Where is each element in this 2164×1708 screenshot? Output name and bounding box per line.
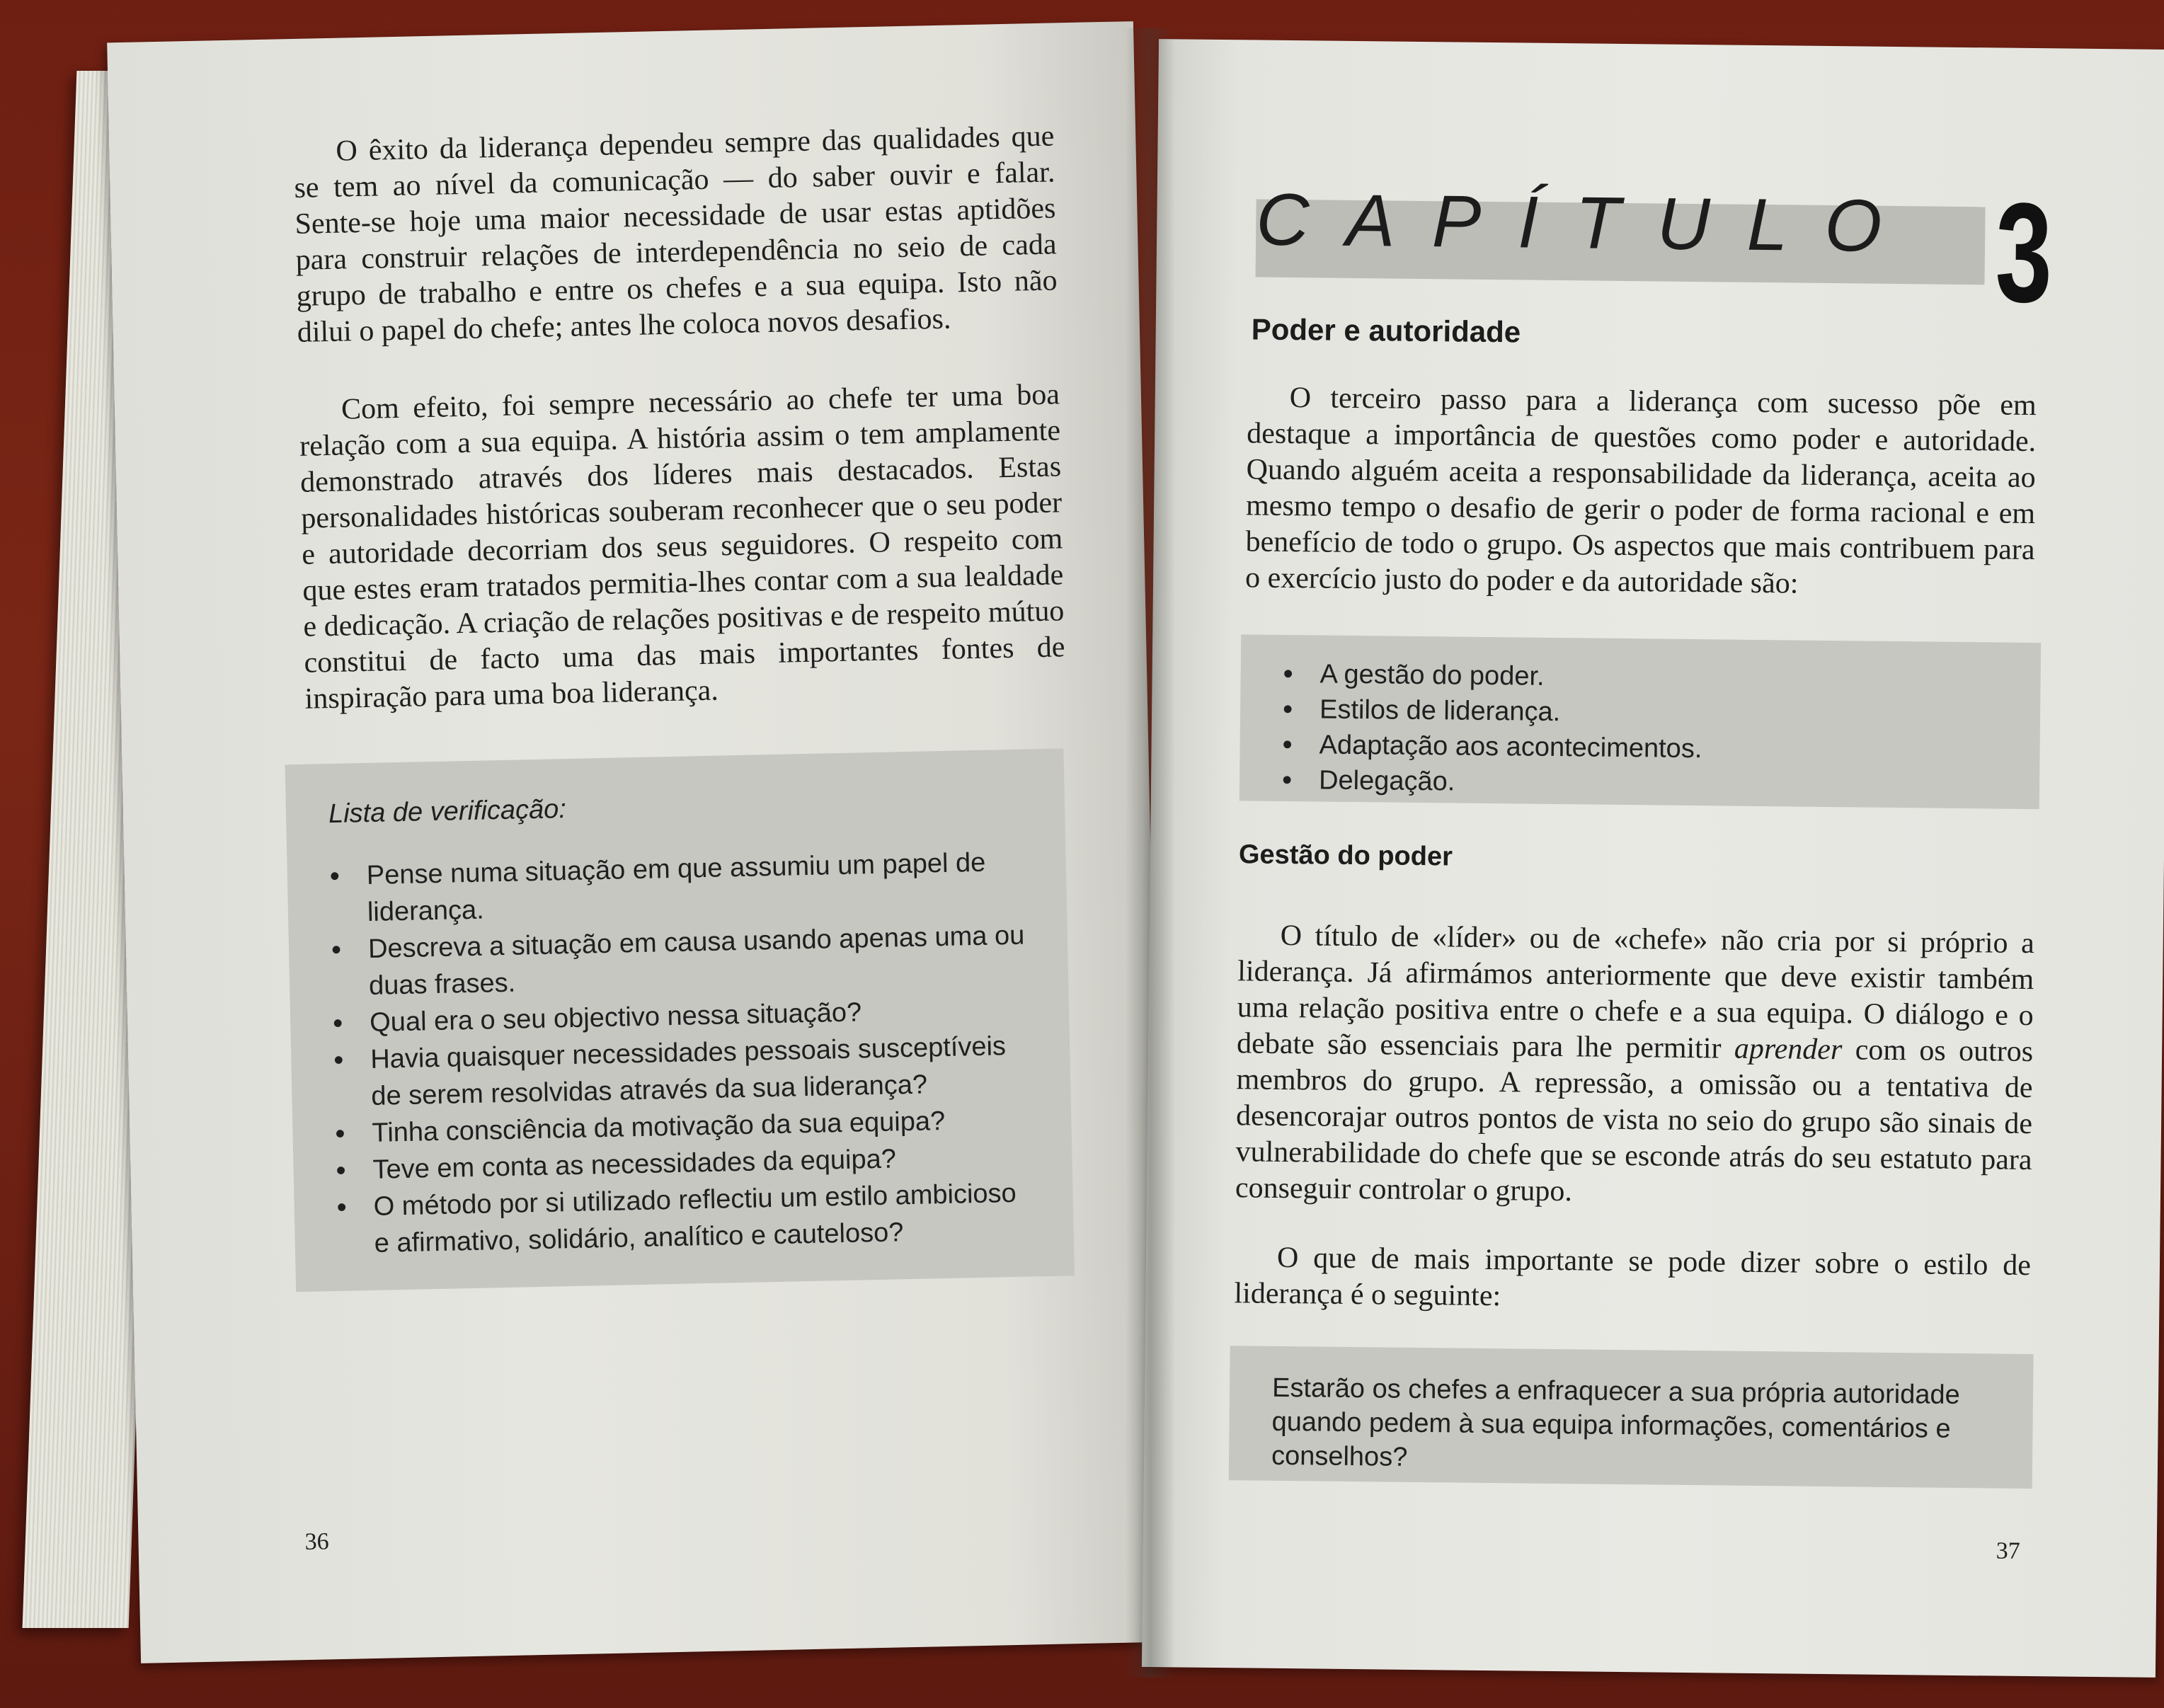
list-item: • Adaptação aos acontecimentos. — [1282, 727, 2039, 770]
question-text: Estarão os chefes a enfraquecer a sua própria autoridade quando pedem à sua equipa informações, comentários e conselhos? — [1271, 1372, 1960, 1472]
page-number-left: 36 — [304, 1528, 329, 1556]
topics-box — [1240, 634, 2041, 809]
body-paragraph — [1235, 917, 2034, 1215]
intro-paragraph: O terceiro passo para a liderança com sucesso põe em destaque a importância de questões como poder e autoridade. Quando alguém aceita a responsabilidade da liderança, aceita ao mesmo tempo o desafio de gerir o poder de forma racional e em benefício de todo o grupo. Os aspectos que mais contribuem para o exercício justo do poder e da autoridade são: — [1244, 382, 2037, 600]
question-box — [1229, 1346, 2034, 1489]
left-paragraph-1: O êxito da liderança dependeu sempre das qualidades que se tem ao nível da comunicação — do saber ouvir e falar. Sente-se hoje uma maior necessidade de usar estas aptidões para construir relações de interdependência no seio de cada grupo de trabalho e entre os chefes e a sua equipa. Isto não dilui o papel do chefe; antes lhe coloca novos desafios. — [294, 120, 1058, 349]
list-item: • Qual era o seu objectivo nessa situação? — [333, 991, 1027, 1043]
conclusion-paragraph: O que de mais importante se pode dizer sobre o estilo de liderança é o seguinte: — [1234, 1241, 2032, 1313]
emphasis-word: aprender — [1734, 1032, 1843, 1067]
list-item: • Descreva a situação em causa usando apenas uma ou duas frases. — [331, 917, 1026, 1006]
chapter-title: CAPÍTULO — [1255, 178, 1920, 268]
list-item: • O método por si utilizado reflectiu um estilo ambicioso e afirmativo, solidário, analítico e cauteloso? — [336, 1174, 1031, 1263]
list-item: • Delegação. — [1282, 762, 2039, 806]
subsection-title: Gestão do poder — [1238, 839, 1453, 872]
body-text-end: com os outros membros do grupo. A repressão, a omissão ou a tentativa de desencorajar outros pontos de vista no seio do grupo são sinais de vulnerabilidade do chefe que se esconde atrás do seu estatuto para conseguir controlar o grupo. — [1235, 1033, 2034, 1208]
topics-list — [1282, 656, 2041, 806]
list-item: • A gestão do poder. — [1283, 656, 2040, 699]
checklist — [329, 844, 1031, 1263]
body-text-start: O título de «líder» ou de «chefe» não cria por si próprio a liderança. Já afirmámos anteriormente que deve existir também uma relação positiva entre o chefe e a sua equipa. O diálogo e o debate são essenciais para lhe permitir — [1236, 919, 2034, 1065]
left-page — [107, 21, 1167, 1663]
checklist-title: Lista de verificação: — [328, 794, 567, 830]
list-item: • Tinha consciência da motivação da sua equipa? — [335, 1101, 1029, 1153]
section-title: Poder e autoridade — [1251, 312, 1521, 349]
list-item: • Teve em conta as necessidades da equipa? — [336, 1137, 1030, 1189]
checklist-box — [285, 748, 1075, 1292]
left-paragraph-2: Com efeito, foi sempre necessário ao chefe ter uma boa relação com a sua equipa. A história assim o tem amplamente demonstrado através dos líderes mais destacados. Estas personalidades históricas souberam reconhecer que o seu poder e autoridade decorriam dos seus seguidores. O respeito com que estes eram tratados permitia-lhes contar com a sua lealdade e dedicação. A criação de relações positivas e de respeito mútuo constitui de facto uma das mais importantes fontes de inspiração para uma boa liderança. — [299, 378, 1065, 716]
list-item: • Pense numa situação em que assumiu um papel de liderança. — [329, 844, 1024, 932]
page-number-right: 37 — [1996, 1537, 2020, 1564]
list-item: • Estilos de liderança. — [1283, 692, 2040, 735]
chapter-number: 3 — [1994, 173, 2054, 333]
list-item: • Havia quaisquer necessidades pessoais susceptíveis de serem resolvidas através da sua liderança? — [333, 1028, 1029, 1116]
right-page — [1142, 39, 2164, 1678]
